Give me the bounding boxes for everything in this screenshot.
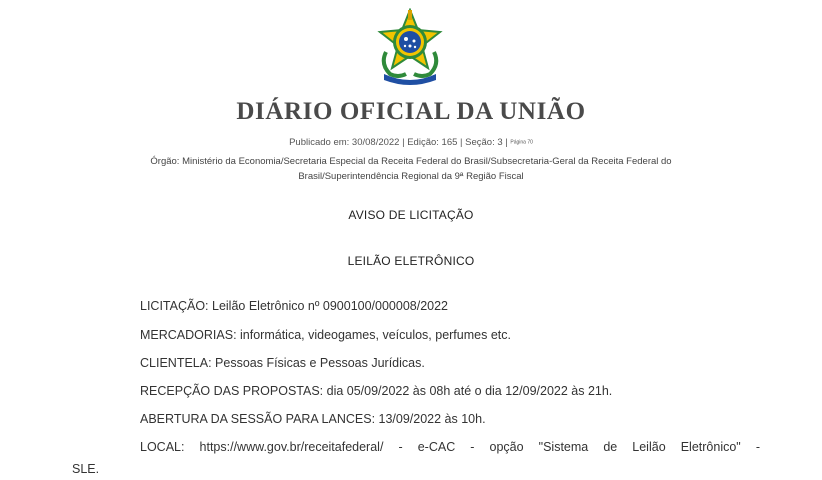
notice-subheading: LEILÃO ELETRÔNICO (347, 254, 475, 268)
local-word: "Sistema (538, 440, 589, 454)
notice-line-abertura: ABERTURA DA SESSÃO PARA LANCES: 13/09/2022 às 10h. (140, 412, 486, 426)
local-word: e-CAC (417, 440, 456, 454)
local-word: LOCAL: (140, 440, 185, 454)
brazil-coat-of-arms-icon (376, 8, 444, 86)
local-word: de (603, 440, 618, 454)
publication-info-text: Publicado em: 30/08/2022 | Edição: 165 | Seção: 3 | (289, 137, 508, 148)
local-word: Leilão (632, 440, 666, 454)
notice-line-local (140, 440, 760, 454)
page-title: DIÁRIO OFICIAL DA UNIÃO (236, 98, 586, 125)
local-word: - (470, 440, 475, 454)
notice-line-clientela: CLIENTELA: Pessoas Físicas e Pessoas Jurídicas. (140, 356, 425, 370)
local-word: - (398, 440, 403, 454)
local-url: https://www.gov.br/receitafederal/ (199, 440, 384, 454)
notice-line-recepcao: RECEPÇÃO DAS PROPOSTAS: dia 05/09/2022 às 08h até o dia 12/09/2022 às 21h. (140, 384, 613, 398)
local-word: - (755, 440, 760, 454)
notice-line-local-continuation: SLE. (72, 462, 100, 476)
local-word: Eletrônico" (680, 440, 741, 454)
notice-line-licitacao: LICITAÇÃO: Leilão Eletrônico nº 0900100/000008/2022 (140, 299, 449, 313)
notice-heading: AVISO DE LICITAÇÃO (348, 208, 474, 222)
page-number: Página 70 (510, 139, 533, 146)
local-word: opção (489, 440, 524, 454)
issuing-agency (70, 154, 752, 184)
issuing-agency-line-1: Órgão: Ministério da Economia/Secretaria Especial da Receita Federal do Brasil/Subsecretaria-Geral da Receita Federal do (150, 156, 672, 167)
notice-line-mercadorias: MERCADORIAS: informática, videogames, veículos, perfumes etc. (140, 328, 511, 342)
publication-info (0, 137, 822, 148)
issuing-agency-line-2: Brasil/Superintendência Regional da 9ª Região Fiscal (298, 171, 524, 182)
